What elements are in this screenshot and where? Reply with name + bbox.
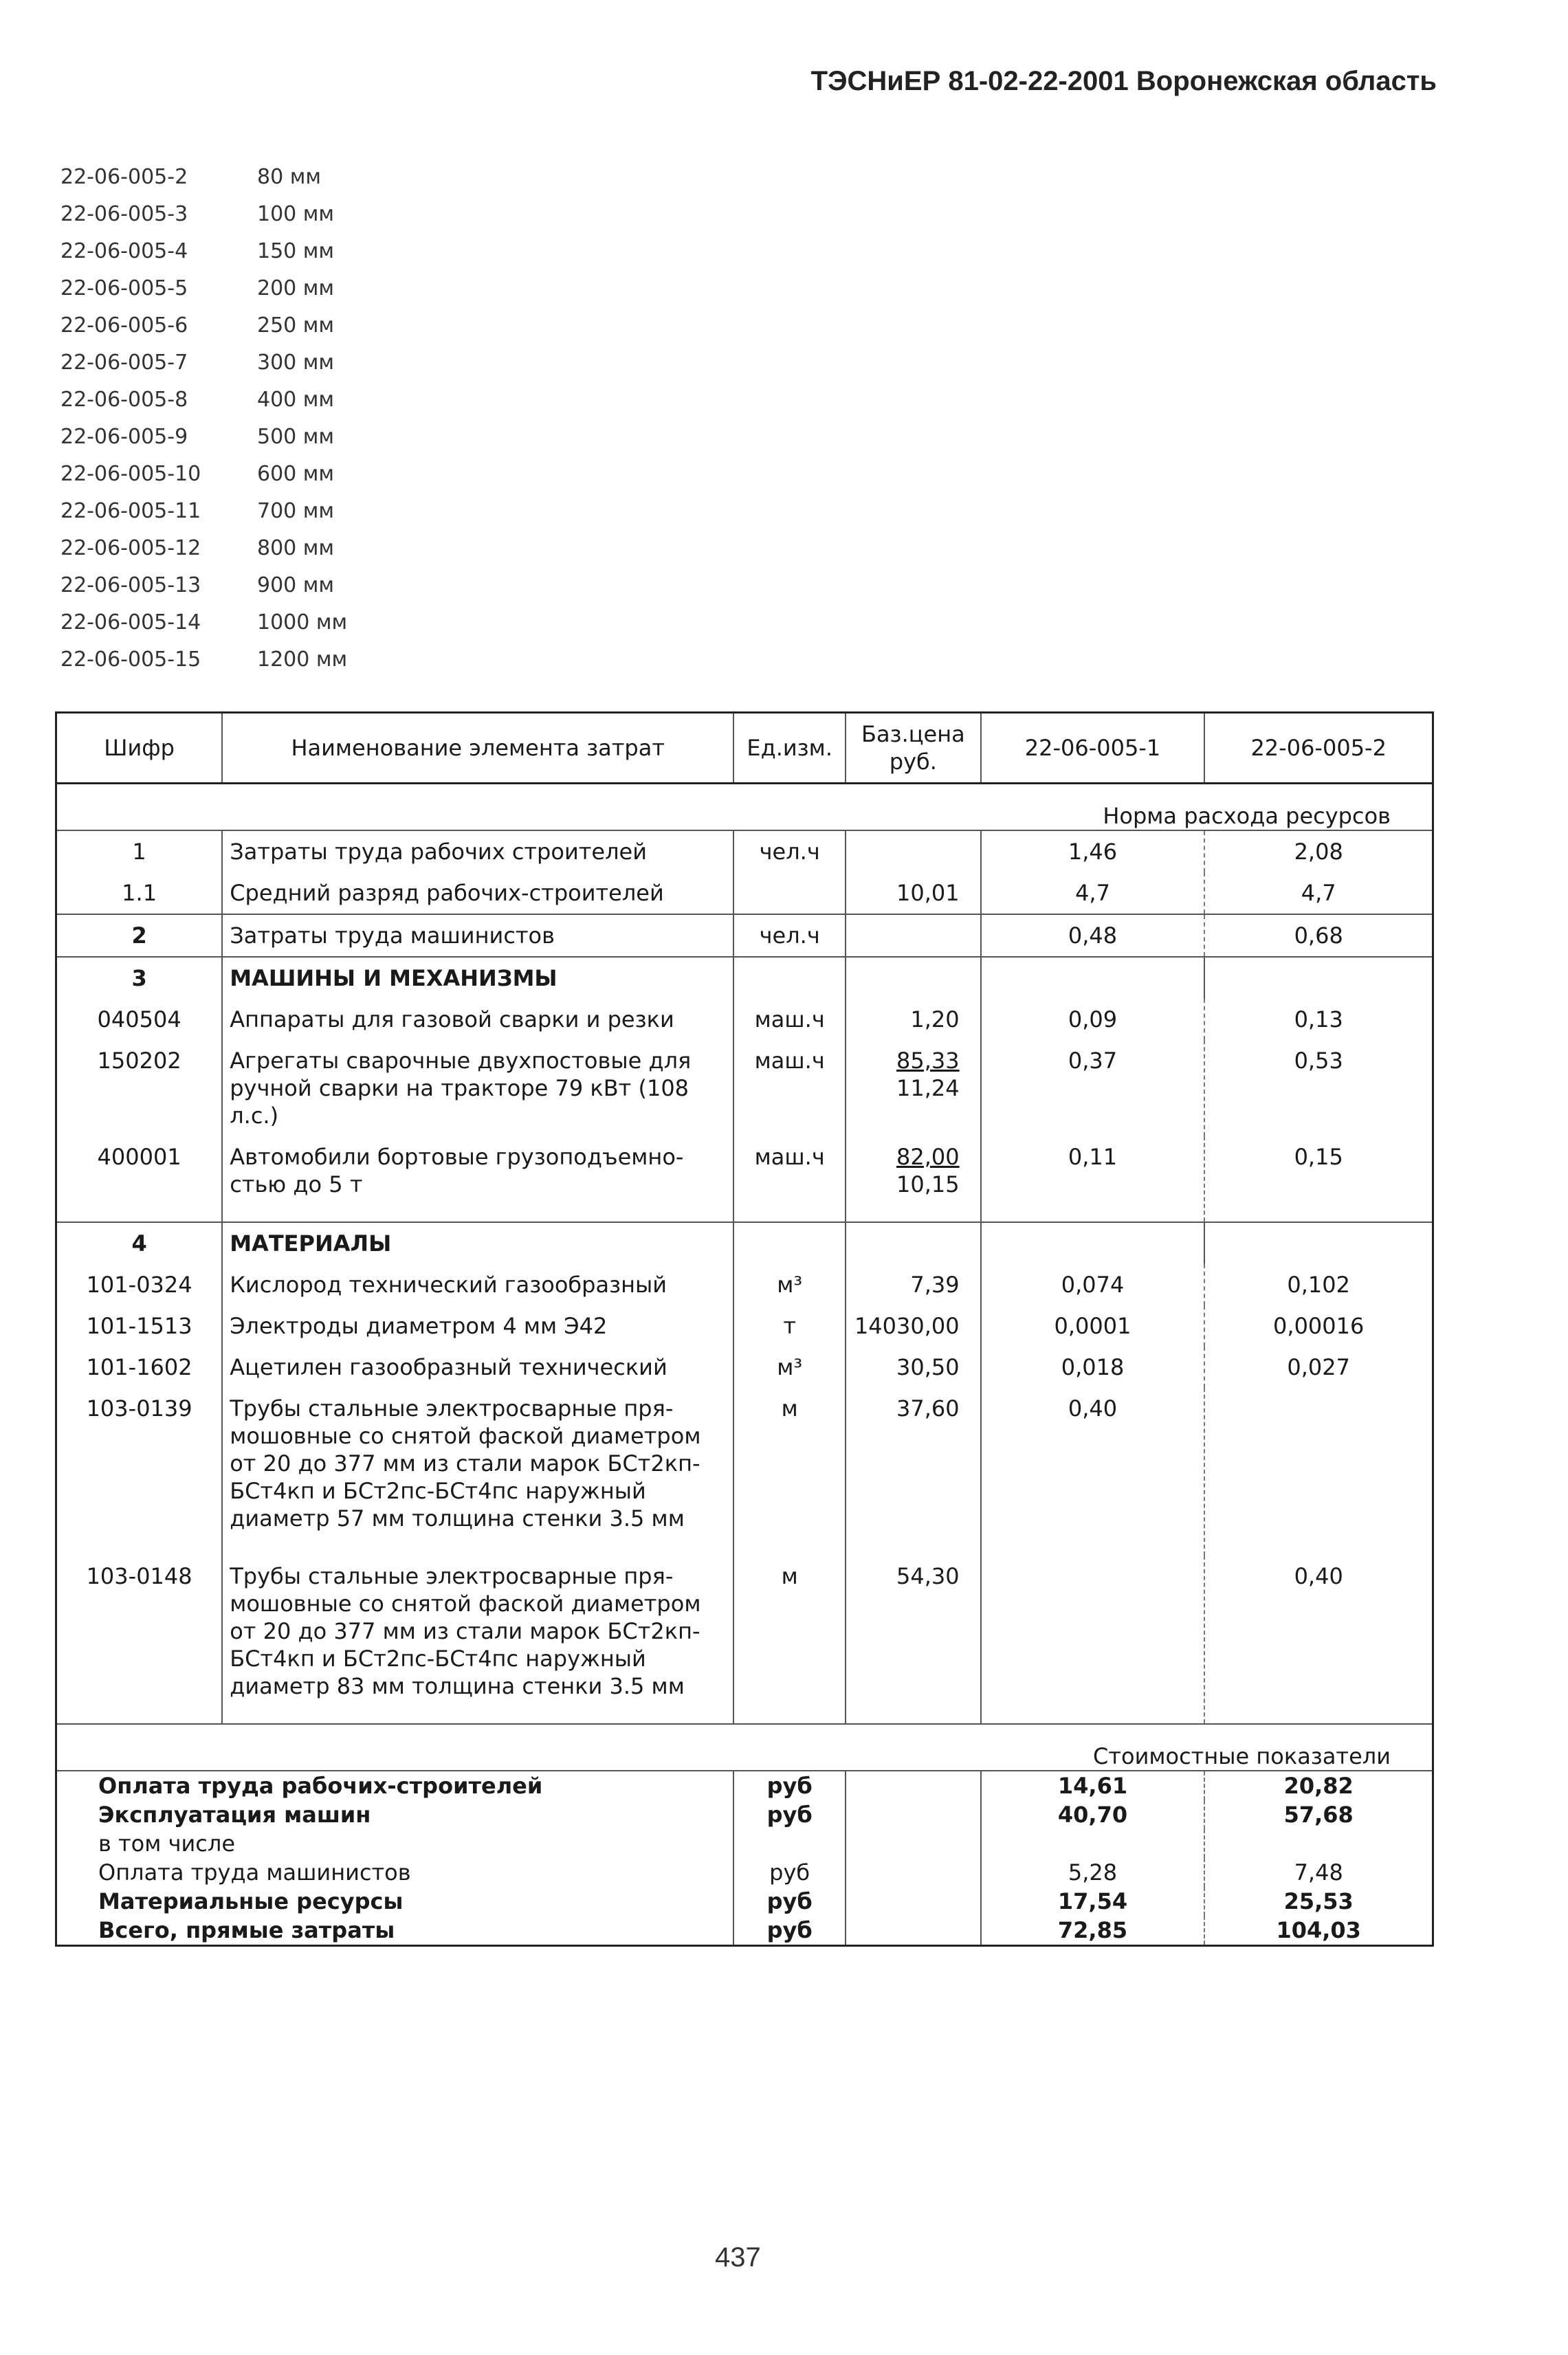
page-number: 437 xyxy=(715,2242,761,2273)
row-price: 14030,00 xyxy=(846,1305,981,1347)
variant-row xyxy=(60,536,463,573)
variant-code: 22-06-005-6 xyxy=(60,313,188,338)
table-row xyxy=(56,1347,1433,1388)
variant-size: 900 мм xyxy=(257,573,335,597)
row-price xyxy=(846,830,981,872)
variant-row xyxy=(60,239,463,276)
row-variant-2: 0,027 xyxy=(1287,1354,1350,1380)
row-price: 54,30 xyxy=(846,1556,981,1724)
header-unit: Ед.изм. xyxy=(733,713,846,784)
row-variant-2: 0,00016 xyxy=(1273,1313,1365,1339)
summary-unit: руб xyxy=(733,1887,846,1916)
section-title-machines: МАШИНЫ И МЕХАНИЗМЫ xyxy=(222,957,733,999)
table-row xyxy=(56,957,1433,999)
norm-caption: Норма расхода ресурсов xyxy=(1103,803,1391,829)
variant-code: 22-06-005-7 xyxy=(60,351,188,375)
variant-row xyxy=(60,313,463,351)
table-row xyxy=(56,1222,1433,1264)
row-code: 2 xyxy=(56,914,223,957)
summary-variant-1: 14,61 xyxy=(981,1771,1205,1800)
section-title-materials: МАТЕРИАЛЫ xyxy=(222,1222,733,1264)
row-code: 1 xyxy=(56,830,223,872)
row-code: 103-0148 xyxy=(56,1556,223,1724)
row-price: 7,39 xyxy=(846,1264,981,1305)
table-row xyxy=(56,1040,1433,1136)
variant-size: 500 мм xyxy=(257,425,335,449)
row-name: Кислород технический газообразный xyxy=(222,1264,733,1305)
variant-size: 150 мм xyxy=(257,239,335,263)
variant-code: 22-06-005-12 xyxy=(60,536,201,560)
row-variant-1: 0,37 xyxy=(981,1040,1205,1136)
table-row xyxy=(56,1136,1433,1222)
row-code: 150202 xyxy=(56,1040,223,1136)
document-header-title: ТЭСНиЕР 81-02-22-2001 Воронежская область xyxy=(810,66,1437,96)
row-unit: м xyxy=(733,1556,846,1724)
row-unit: маш.ч xyxy=(733,1136,846,1222)
row-unit: чел.ч xyxy=(733,830,846,872)
variant-size: 80 мм xyxy=(257,165,321,189)
summary-row xyxy=(56,1916,1433,1946)
row-name: Аппараты для газовой сварки и резки xyxy=(222,999,733,1040)
row-variant-2: 2,08 xyxy=(1294,839,1343,865)
summary-variant-1: 72,85 xyxy=(981,1916,1205,1946)
row-variant-2 xyxy=(1204,1388,1433,1556)
row-unit: т xyxy=(733,1305,846,1347)
row-code: 040504 xyxy=(56,999,223,1040)
row-price xyxy=(846,914,981,957)
summary-label: Материальные ресурсы xyxy=(56,1887,734,1916)
table-row xyxy=(56,999,1433,1040)
variant-code: 22-06-005-11 xyxy=(60,499,201,523)
row-code: 3 xyxy=(56,957,223,999)
row-variant-1: 0,018 xyxy=(981,1347,1205,1388)
row-code: 101-1602 xyxy=(56,1347,223,1388)
variant-row xyxy=(60,165,463,202)
variant-size: 250 мм xyxy=(257,313,335,338)
variant-size: 100 мм xyxy=(257,202,335,226)
row-variant-1 xyxy=(981,1556,1205,1724)
variant-size: 300 мм xyxy=(257,351,335,375)
row-unit xyxy=(733,872,846,914)
summary-variant-2: 25,53 xyxy=(1283,1888,1354,1914)
row-code: 1.1 xyxy=(56,872,223,914)
row-name: Автомобили бортовые грузоподъемно-стью до 5 т xyxy=(222,1136,733,1222)
summary-label: Оплата труда машинистов xyxy=(56,1858,734,1887)
summary-label: Оплата труда рабочих-строителей xyxy=(56,1771,734,1800)
variant-code: 22-06-005-3 xyxy=(60,202,188,226)
row-name: Электроды диаметром 4 мм Э42 xyxy=(222,1305,733,1347)
variant-size: 700 мм xyxy=(257,499,335,523)
row-unit: маш.ч xyxy=(733,1040,846,1136)
table-row xyxy=(56,1388,1433,1556)
row-code: 103-0139 xyxy=(56,1388,223,1556)
row-code: 400001 xyxy=(56,1136,223,1222)
row-name: Затраты труда машинистов xyxy=(222,914,733,957)
price-total: 82,00 xyxy=(896,1144,960,1170)
summary-row xyxy=(56,1829,1433,1858)
row-variant-1: 1,46 xyxy=(981,830,1205,872)
row-variant-2: 0,40 xyxy=(1294,1563,1343,1589)
variant-row xyxy=(60,499,463,536)
variant-code: 22-06-005-10 xyxy=(60,462,201,486)
summary-row xyxy=(56,1858,1433,1887)
summary-row xyxy=(56,1800,1433,1829)
header-code: Шифр xyxy=(56,713,223,784)
row-name: Ацетилен газообразный технический xyxy=(222,1347,733,1388)
summary-variant-2 xyxy=(1204,1829,1433,1858)
row-variant-2: 0,68 xyxy=(1204,914,1433,957)
summary-variant-1: 17,54 xyxy=(981,1887,1205,1916)
variant-size: 200 мм xyxy=(257,276,335,300)
header-price: Баз.цена руб. xyxy=(846,713,981,784)
variant-row xyxy=(60,573,463,610)
table-row xyxy=(56,1305,1433,1347)
row-variant-2: 0,102 xyxy=(1287,1272,1350,1298)
variant-row xyxy=(60,276,463,313)
variant-code: 22-06-005-5 xyxy=(60,276,188,300)
table-row xyxy=(56,872,1433,914)
variant-row xyxy=(60,462,463,499)
summary-variant-1: 5,28 xyxy=(981,1858,1205,1887)
row-name: Трубы стальные электросварные пря-мошовные со снятой фаской диаметром от 20 до 377 мм из стали марок БСт2кп-БСт4кп и БСт2пс-БСт4пс наружный диаметр 83 мм толщина стенки 3.5 мм xyxy=(222,1556,733,1724)
variant-code: 22-06-005-15 xyxy=(60,648,201,672)
row-variant-2: 0,53 xyxy=(1294,1048,1343,1074)
variant-row xyxy=(60,351,463,388)
variant-size: 400 мм xyxy=(257,388,335,412)
row-name: Средний разряд рабочих-строителей xyxy=(222,872,733,914)
table-row xyxy=(56,830,1433,872)
row-variant-2: 0,15 xyxy=(1294,1144,1343,1170)
row-variant-2: 4,7 xyxy=(1301,880,1336,906)
header-variant-1: 22-06-005-1 xyxy=(981,713,1205,784)
row-unit: чел.ч xyxy=(733,914,846,957)
summary-variant-1: 40,70 xyxy=(981,1800,1205,1829)
summary-unit xyxy=(733,1829,846,1858)
table-row xyxy=(56,1264,1433,1305)
header-variant-2: 22-06-005-2 xyxy=(1204,713,1433,784)
variant-row xyxy=(60,388,463,425)
summary-variant-1 xyxy=(981,1829,1205,1858)
row-variant-2: 0,13 xyxy=(1294,1006,1343,1032)
variant-code: 22-06-005-13 xyxy=(60,573,201,597)
summary-variant-2: 104,03 xyxy=(1276,1917,1361,1943)
summary-unit: руб xyxy=(733,1800,846,1829)
variant-code: 22-06-005-2 xyxy=(60,165,188,189)
summary-variant-2: 57,68 xyxy=(1283,1802,1354,1828)
summary-row xyxy=(56,1887,1433,1916)
summary-label: Эксплуатация машин xyxy=(56,1800,734,1829)
variant-code: 22-06-005-9 xyxy=(60,425,188,449)
row-price: 30,50 xyxy=(846,1347,981,1388)
row-name: Затраты труда рабочих строителей xyxy=(222,830,733,872)
row-price: 1,20 xyxy=(846,999,981,1040)
row-variant-1: 0,48 xyxy=(981,914,1205,957)
summary-label: Всего, прямые затраты xyxy=(56,1916,734,1946)
cost-caption-row xyxy=(56,1724,1433,1771)
row-price: 37,60 xyxy=(846,1388,981,1556)
row-variant-1: 0,11 xyxy=(981,1136,1205,1222)
variant-size: 800 мм xyxy=(257,536,335,560)
row-price xyxy=(846,1040,981,1136)
variant-size: 1200 мм xyxy=(257,648,348,672)
header-name: Наименование элемента затрат xyxy=(222,713,733,784)
row-unit: м³ xyxy=(733,1347,846,1388)
row-code: 101-0324 xyxy=(56,1264,223,1305)
variant-code: 22-06-005-8 xyxy=(60,388,188,412)
variant-code: 22-06-005-4 xyxy=(60,239,188,263)
variant-code: 22-06-005-14 xyxy=(60,610,201,634)
variant-row xyxy=(60,425,463,462)
summary-variant-2: 7,48 xyxy=(1294,1859,1343,1886)
summary-unit: руб xyxy=(733,1916,846,1946)
row-unit: м xyxy=(733,1388,846,1556)
row-variant-1: 0,0001 xyxy=(981,1305,1205,1347)
summary-label: в том числе xyxy=(56,1829,734,1858)
row-code: 101-1513 xyxy=(56,1305,223,1347)
variant-row xyxy=(60,202,463,239)
price-labor: 11,24 xyxy=(896,1075,960,1101)
row-name: Агрегаты сварочные двухпостовые для ручной сварки на тракторе 79 кВт (108 л.с.) xyxy=(222,1040,733,1136)
row-variant-1: 0,074 xyxy=(981,1264,1205,1305)
summary-row xyxy=(56,1771,1433,1800)
norm-caption-row xyxy=(56,784,1433,831)
price-labor: 10,15 xyxy=(896,1171,960,1197)
row-variant-1: 0,40 xyxy=(981,1388,1205,1556)
row-variant-1: 0,09 xyxy=(981,999,1205,1040)
variant-size: 600 мм xyxy=(257,462,335,486)
summary-unit: руб xyxy=(733,1858,846,1887)
resource-norms-table xyxy=(55,711,1434,1947)
row-variant-1: 4,7 xyxy=(981,872,1205,914)
variant-row xyxy=(60,648,463,685)
table-row xyxy=(56,1556,1433,1724)
variant-size: 1000 мм xyxy=(257,610,348,634)
row-price xyxy=(846,1136,981,1222)
row-code: 4 xyxy=(56,1222,223,1264)
price-total: 85,33 xyxy=(896,1048,960,1074)
summary-variant-2: 20,82 xyxy=(1283,1773,1354,1799)
variant-list xyxy=(60,165,463,685)
table-header-row xyxy=(56,713,1433,784)
table-row xyxy=(56,914,1433,957)
row-unit: маш.ч xyxy=(733,999,846,1040)
row-name: Трубы стальные электросварные пря-мошовные со снятой фаской диаметром от 20 до 377 мм из стали марок БСт2кп-БСт4кп и БСт2пс-БСт4пс наружный диаметр 57 мм толщина стенки 3.5 мм xyxy=(222,1388,733,1556)
variant-row xyxy=(60,610,463,648)
summary-unit: руб xyxy=(733,1771,846,1800)
cost-caption: Стоимостные показатели xyxy=(1093,1743,1391,1769)
row-price: 10,01 xyxy=(846,872,981,914)
row-unit: м³ xyxy=(733,1264,846,1305)
